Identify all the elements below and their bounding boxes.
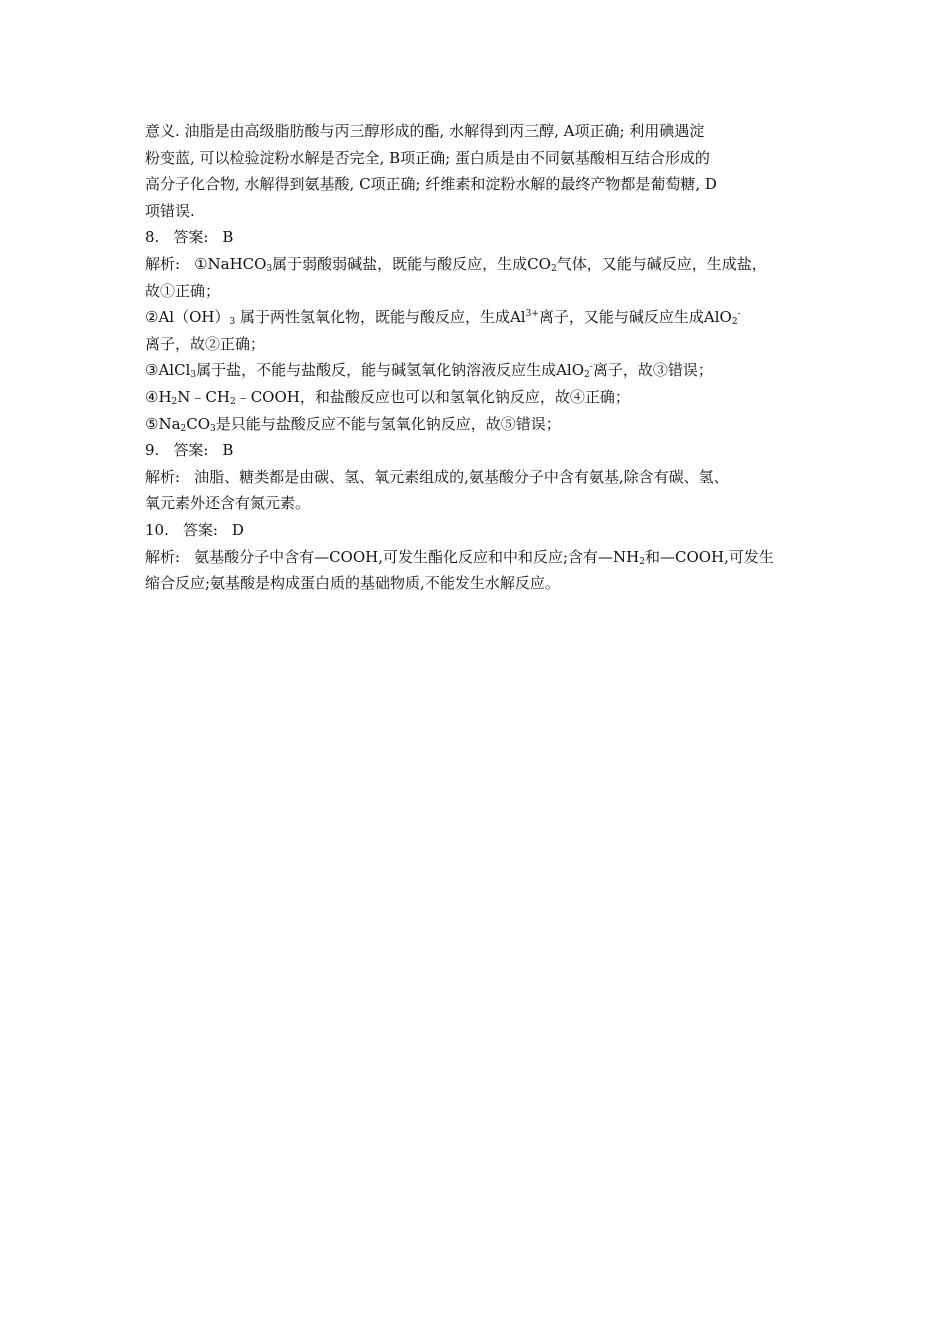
answer-text <box>145 118 825 597</box>
q8-item2-sub2: 2 <box>731 317 738 328</box>
q8-item1-text-b: 属于弱酸弱碱盐，既能与酸反应，生成CO <box>272 254 551 273</box>
q8-item4-text-b: N﹣CH <box>177 387 230 406</box>
q8-item3-sup2: - <box>589 362 593 373</box>
q8-item1-text-a: ①NaHCO <box>194 254 267 273</box>
q8-item-5 <box>145 411 825 438</box>
q10-analysis-text-1b: 和—COOH,可发生 <box>644 547 774 566</box>
q8-item5-text-a: ⑤Na <box>145 414 181 433</box>
q8-item2-sup2: - <box>737 309 741 320</box>
q8-item5-text-c: 是只能与盐酸反应不能与氢氧化钠反应，故⑤错误； <box>215 414 561 433</box>
q9-answer-label: 答案: <box>173 441 209 460</box>
q10-answer-label: 答案: <box>182 520 218 539</box>
q7-line-2: 粉变蓝, 可以检验淀粉水解是否完全, B项正确; 蛋白质是由不同氨基酸相互结合形成的 <box>145 148 710 167</box>
q10-analysis-label: 解析: <box>145 547 181 566</box>
q10-answer: D <box>231 520 244 539</box>
q8-answer: B <box>222 228 234 247</box>
q8-item3-text-b: 属于盐，不能与盐酸反，能与碱氢氧化钠溶液反应生成AlO <box>196 361 585 380</box>
q8-answer-label: 答案: <box>173 228 209 247</box>
q8-item4-text-a: ④H <box>145 387 172 406</box>
q8-item2-sub: 3 <box>229 317 236 328</box>
q8-item4-text-c: ﹣COOH，和盐酸反应也可以和氢氧化钠反应，故④正确； <box>235 387 630 406</box>
q10-answer-line <box>145 517 825 544</box>
q9-answer: B <box>222 441 234 460</box>
q8-item5-sub: 2 <box>180 423 187 434</box>
q10-analysis-sub: 2 <box>639 556 645 567</box>
q10-analysis-text-1a: 氨基酸分子中含有—COOH,可发生酯化反应和中和反应;含有—NH <box>194 547 640 566</box>
q8-number: 8. <box>145 228 160 247</box>
q8-item-1 <box>145 251 825 278</box>
q10-number: 10. <box>145 520 169 539</box>
q8-item4-sub: 2 <box>171 396 178 407</box>
q8-item-4 <box>145 384 825 411</box>
q8-item2-sup: 3+ <box>525 309 539 320</box>
q8-item5-text-b: CO <box>186 414 211 433</box>
q9-number: 9. <box>145 441 160 460</box>
q7-line-4: 项错误. <box>145 201 195 220</box>
q8-item-1-cont: 故①正确； <box>145 281 221 300</box>
q8-item3-text-a: ③AlCl <box>145 361 191 380</box>
q9-answer-line <box>145 437 825 464</box>
q9-analysis-label: 解析: <box>145 467 181 486</box>
q8-item1-sub2: 2 <box>550 263 557 274</box>
q9-analysis-line-2: 氧元素外还含有氮元素。 <box>145 494 311 513</box>
q7-line-1: 意义. 油脂是由高级脂肪酸与丙三醇形成的酯, 水解得到丙三醇, A项正确; 利用碘遇淀 <box>145 122 705 140</box>
q10-analysis-line-2: 缩合反应;氨基酸是构成蛋白质的基础物质,不能发生水解反应。 <box>145 574 560 593</box>
q8-item1-text-c: 气体，又能与碱反应，生成盐， <box>556 254 767 273</box>
q8-item-2-cont: 离子，故②正确； <box>145 334 266 353</box>
q8-item3-text-c: 离子，故③错误； <box>592 361 713 380</box>
q9-analysis-text-1: 油脂、糖类都是由碳、氢、氧元素组成的,氨基酸分子中含有氨基,除含有碳、氢、 <box>194 467 729 486</box>
q8-answer-line <box>145 224 825 251</box>
q8-item3-sub: 3 <box>190 370 197 381</box>
q8-item3-sub2: 2 <box>584 370 590 381</box>
q8-item2-text-a: ②Al（OH） <box>145 308 230 327</box>
q8-item-2 <box>145 304 825 331</box>
q8-item2-text-b: 属于两性氢氧化物，既能与酸反应，生成Al <box>235 308 526 327</box>
q7-line-3: 高分子化合物, 水解得到氨基酸, C项正确; 纤维素和淀粉水解的最终产物都是葡萄糖, D <box>145 175 717 194</box>
q10-analysis-line-1 <box>145 544 825 571</box>
q9-analysis-line-1 <box>145 464 825 491</box>
q8-item5-sub2: 3 <box>210 423 216 434</box>
q8-item4-sub2: 2 <box>229 396 236 407</box>
q8-item2-text-c: 离子，又能与碱反应生成AlO <box>538 308 732 327</box>
q8-item-3 <box>145 357 825 384</box>
q8-item1-sub: 3 <box>266 263 273 274</box>
q8-analysis-label: 解析: <box>145 254 181 273</box>
